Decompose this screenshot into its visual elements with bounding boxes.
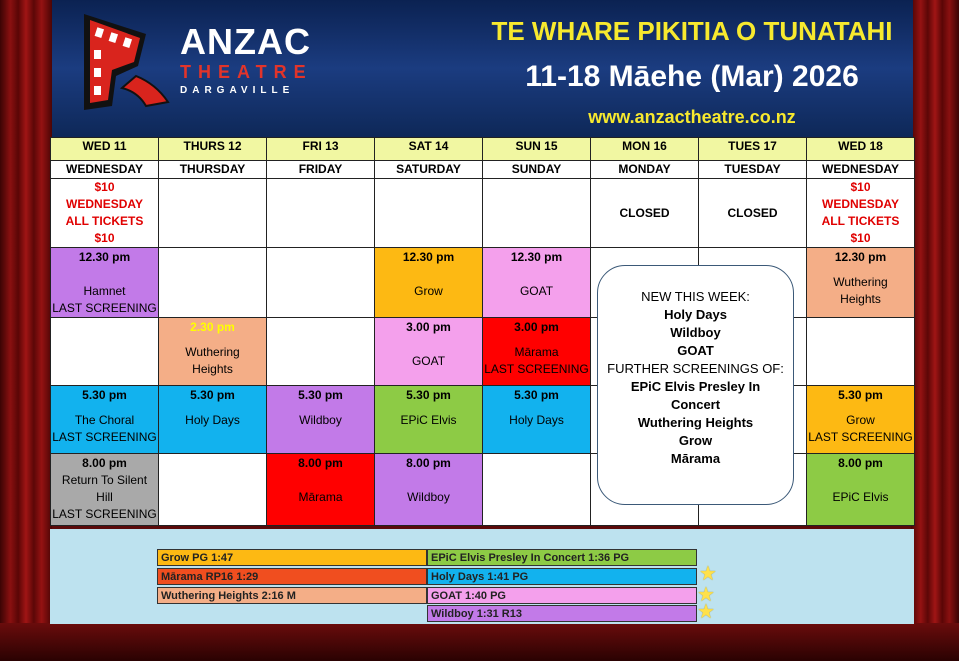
session-cell[interactable]: 5.30 pm EPiC Elvis bbox=[375, 386, 483, 454]
day-name-row bbox=[51, 161, 915, 179]
session-cell[interactable]: 12.30 pm Wuthering Heights bbox=[807, 248, 915, 318]
day-name: TUESDAY bbox=[699, 161, 807, 179]
day-name: SATURDAY bbox=[375, 161, 483, 179]
day-date: WED 18 bbox=[807, 138, 915, 161]
new-film: Holy Days bbox=[664, 307, 727, 322]
empty-cell bbox=[159, 454, 267, 526]
day-date-row bbox=[51, 138, 915, 161]
session-cell[interactable]: 8.00 pm EPiC Elvis bbox=[807, 454, 915, 526]
session-cell[interactable]: 5.30 pm Holy Days bbox=[159, 386, 267, 454]
day-name: WEDNESDAY bbox=[807, 161, 915, 179]
session-cell[interactable]: 8.00 pm Mārama bbox=[267, 454, 375, 526]
session-cell[interactable]: 3.00 pm Mārama LAST SCREENING bbox=[483, 318, 591, 386]
empty-cell bbox=[159, 248, 267, 318]
further-film: Grow bbox=[678, 433, 713, 448]
empty-cell bbox=[267, 248, 375, 318]
closed-monday: CLOSED bbox=[591, 179, 699, 248]
session-cell[interactable]: 8.00 pm Wildboy bbox=[375, 454, 483, 526]
session-cell[interactable]: 5.30 pm The Choral LAST SCREENING bbox=[51, 386, 159, 454]
session-cell[interactable]: 5.30 pm Wildboy bbox=[267, 386, 375, 454]
legend-wildboy: Wildboy 1:31 R13 bbox=[427, 605, 697, 622]
day-name: WEDNESDAY bbox=[51, 161, 159, 179]
day-name: MONDAY bbox=[591, 161, 699, 179]
further-film: Mārama bbox=[670, 451, 721, 466]
stage-floor bbox=[0, 623, 959, 661]
empty-cell bbox=[159, 179, 267, 248]
session-cell[interactable]: 5.30 pm Grow LAST SCREENING bbox=[807, 386, 915, 454]
further-film: EPiC Elvis Presley In bbox=[630, 379, 761, 394]
closed-tuesday: CLOSED bbox=[699, 179, 807, 248]
day-date: FRI 13 bbox=[267, 138, 375, 161]
day-date: WED 11 bbox=[51, 138, 159, 161]
legend-marama: Mārama RP16 1:29 bbox=[157, 568, 427, 585]
logo-dargaville: DARGAVILLE bbox=[180, 85, 295, 96]
day-name: THURSDAY bbox=[159, 161, 267, 179]
session-cell[interactable]: 8.00 pm Return To Silent Hill LAST SCREENING bbox=[51, 454, 159, 526]
date-range: 11-18 Māehe (Mar) 2026 bbox=[525, 60, 859, 93]
new-this-week-label: NEW THIS WEEK: bbox=[641, 289, 750, 304]
logo-theatre: THEATRE bbox=[180, 62, 313, 82]
empty-cell bbox=[807, 318, 915, 386]
star-icon: ★ bbox=[697, 584, 715, 606]
new-film: Wildboy bbox=[670, 325, 721, 340]
empty-cell bbox=[483, 179, 591, 248]
session-cell[interactable]: 3.00 pm GOAT bbox=[375, 318, 483, 386]
day-name: SUNDAY bbox=[483, 161, 591, 179]
empty-cell bbox=[51, 318, 159, 386]
logo-anzac: ANZAC bbox=[180, 21, 311, 62]
day-date: MON 16 bbox=[591, 138, 699, 161]
legend-epic-elvis: EPiC Elvis Presley In Concert 1:36 PG bbox=[427, 549, 697, 566]
promo-wednesday: $10 WEDNESDAY ALL TICKETS $10 bbox=[51, 179, 159, 248]
legend-grow: Grow PG 1:47 bbox=[157, 549, 427, 566]
website-link[interactable]: www.anzactheatre.co.nz bbox=[588, 107, 796, 127]
session-cell[interactable]: 12.30 pm Grow bbox=[375, 248, 483, 318]
further-screenings-label: FURTHER SCREENINGS OF: bbox=[607, 361, 784, 376]
session-cell[interactable]: 12.30 pm GOAT bbox=[483, 248, 591, 318]
film-reel-logo-icon bbox=[76, 6, 172, 118]
empty-cell bbox=[375, 179, 483, 248]
empty-cell bbox=[483, 454, 591, 526]
curtain-left bbox=[0, 0, 52, 661]
day-date: THURS 12 bbox=[159, 138, 267, 161]
star-icon: ★ bbox=[699, 563, 717, 585]
session-cell[interactable]: 5.30 pm Holy Days bbox=[483, 386, 591, 454]
legend-goat: GOAT 1:40 PG bbox=[427, 587, 697, 604]
notice-row bbox=[51, 179, 915, 248]
day-date: TUES 17 bbox=[699, 138, 807, 161]
session-cell[interactable]: 2.30 pm Wuthering Heights bbox=[159, 318, 267, 386]
session-cell[interactable]: 12.30 pm Hamnet LAST SCREENING bbox=[51, 248, 159, 318]
day-name: FRIDAY bbox=[267, 161, 375, 179]
star-icon: ★ bbox=[697, 601, 715, 623]
page-title: TE WHARE PIKITIA O TUNATAHI bbox=[491, 16, 893, 46]
legend-wuthering-heights: Wuthering Heights 2:16 M bbox=[157, 587, 427, 604]
legend-holy-days: Holy Days 1:41 PG bbox=[427, 568, 697, 585]
further-film: Wuthering Heights bbox=[637, 415, 754, 430]
curtain-right bbox=[911, 0, 959, 661]
new-film: GOAT bbox=[677, 343, 714, 358]
empty-cell bbox=[267, 318, 375, 386]
logo-text bbox=[180, 21, 313, 97]
further-film: Concert bbox=[670, 397, 721, 412]
header-banner bbox=[52, 0, 913, 137]
day-date: SAT 14 bbox=[375, 138, 483, 161]
day-date: SUN 15 bbox=[483, 138, 591, 161]
empty-cell bbox=[267, 179, 375, 248]
new-this-week-box bbox=[597, 265, 794, 505]
promo-wednesday: $10 WEDNESDAY ALL TICKETS $10 bbox=[807, 179, 915, 248]
